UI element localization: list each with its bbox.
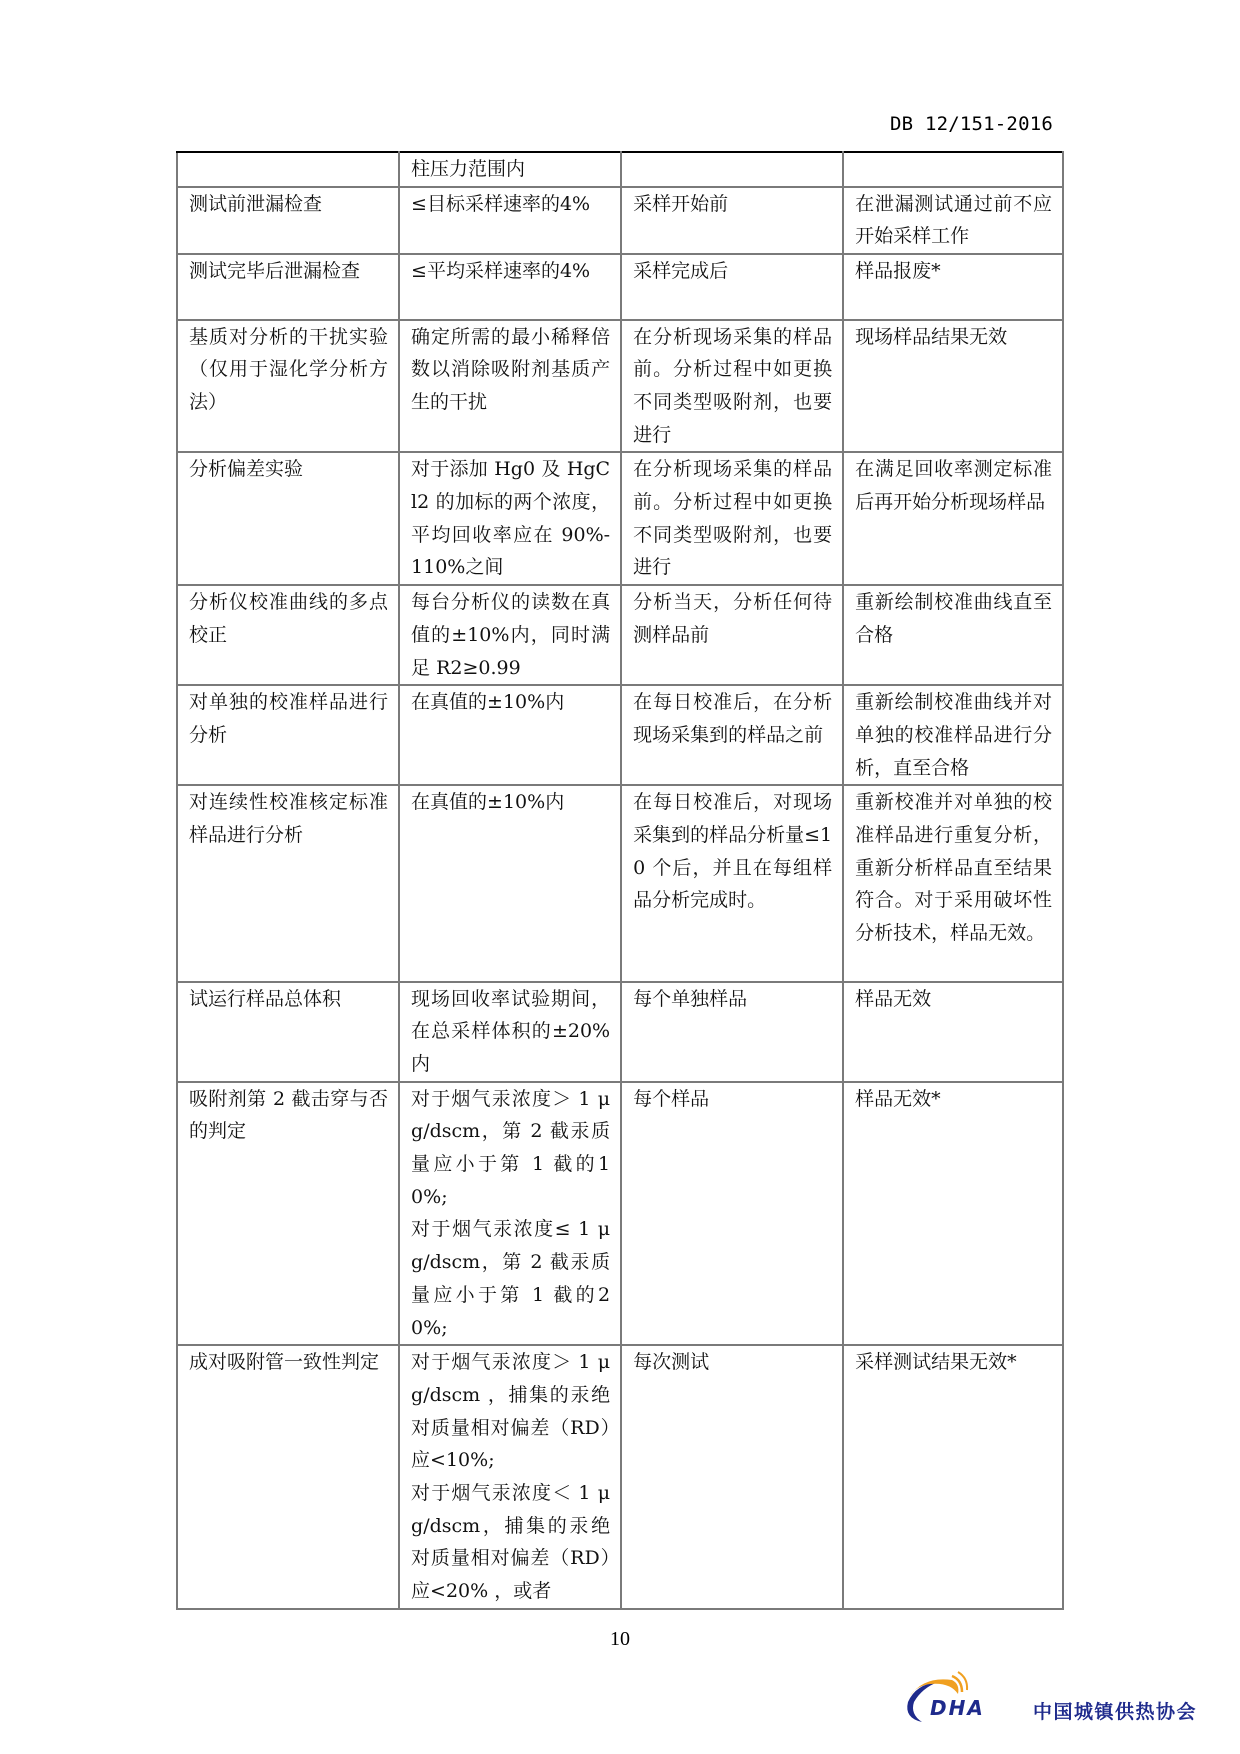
cell-frequency: 在分析现场采集的样品前。分析过程中如更换不同类型吸附剂，也要进行 [621,320,843,453]
cell-corrective-action: 现场样品结果无效 [843,320,1063,453]
cell-check-item [177,152,399,187]
cell-corrective-action: 重新绘制校准曲线直至合格 [843,585,1063,685]
table-row [177,585,1063,685]
cell-acceptance-criteria: 柱压力范围内 [399,152,621,187]
svg-text:DHA: DHA [930,1696,985,1720]
cell-check-item: 测试完毕后泄漏检查 [177,254,399,319]
cell-frequency: 每次测试 [621,1345,843,1609]
table-row [177,320,1063,453]
cell-check-item: 对连续性校准核定标准样品进行分析 [177,785,399,981]
cell-acceptance-criteria: 对于烟气汞浓度＞ 1 μg/dscm ，捕集的汞绝对质量相对偏差（RD）应<10%; 对于烟气汞浓度＜ 1 μg/dscm，捕集的汞绝对质量相对偏差（RD）应<20% ，或者 [399,1345,621,1609]
cell-acceptance-criteria: ≤平均采样速率的4% [399,254,621,319]
cell-frequency: 在每日校准后，对现场采集到的样品分析量≤10 个后，并且在每组样品分析完成时。 [621,785,843,981]
cell-check-item: 分析偏差实验 [177,452,399,585]
cell-frequency [621,152,843,187]
cell-acceptance-criteria: 对于添加 Hg0 及 HgCl2 的加标的两个浓度，平均回收率应在 90%-110%之间 [399,452,621,585]
cell-check-item: 对单独的校准样品进行分析 [177,685,399,785]
cell-corrective-action: 样品报废* [843,254,1063,319]
cell-frequency: 每个单独样品 [621,982,843,1082]
cell-acceptance-criteria: 每台分析仪的读数在真值的±10%内，同时满足 R2≥0.99 [399,585,621,685]
table-row [177,1082,1063,1346]
cell-acceptance-criteria: 现场回收率试验期间，在总采样体积的±20%内 [399,982,621,1082]
table-row [177,685,1063,785]
cell-frequency: 在每日校准后，在分析现场采集到的样品之前 [621,685,843,785]
cdha-logo-icon [900,1670,1030,1730]
cell-check-item: 测试前泄漏检查 [177,187,399,254]
document-code: DB 12/151-2016 [890,113,1053,135]
cell-acceptance-criteria: 对于烟气汞浓度＞ 1 μg/dscm，第 2 截汞质量应小于第 1 截的10%; 对于烟气汞浓度≤ 1 μg/dscm，第 2 截汞质量应小于第 1 截的20%; [399,1082,621,1346]
page-number: 10 [610,1628,630,1650]
quality-control-table [176,151,1064,1610]
table-row [177,152,1063,187]
cell-acceptance-criteria: 在真值的±10%内 [399,785,621,981]
table-row [177,187,1063,254]
cell-corrective-action [843,152,1063,187]
cell-check-item: 吸附剂第 2 截击穿与否的判定 [177,1082,399,1346]
logo-name: 中国城镇供热协会 [1033,1701,1198,1723]
association-logo [900,1670,1230,1730]
cell-check-item: 试运行样品总体积 [177,982,399,1082]
cell-check-item: 成对吸附管一致性判定 [177,1345,399,1609]
cell-frequency: 采样开始前 [621,187,843,254]
cell-frequency: 分析当天，分析任何待测样品前 [621,585,843,685]
table-row [177,452,1063,585]
cell-acceptance-criteria: ≤目标采样速率的4% [399,187,621,254]
cell-corrective-action: 在满足回收率测定标准后再开始分析现场样品 [843,452,1063,585]
cell-frequency: 采样完成后 [621,254,843,319]
table-row [177,1345,1063,1609]
cell-check-item: 基质对分析的干扰实验（仅用于湿化学分析方法） [177,320,399,453]
cell-corrective-action: 样品无效 [843,982,1063,1082]
table-row [177,785,1063,981]
cell-acceptance-criteria: 确定所需的最小稀释倍数以消除吸附剂基质产生的干扰 [399,320,621,453]
table-row [177,982,1063,1082]
cell-frequency: 每个样品 [621,1082,843,1346]
table-row [177,254,1063,319]
cell-corrective-action: 采样测试结果无效* [843,1345,1063,1609]
cell-frequency: 在分析现场采集的样品前。分析过程中如更换不同类型吸附剂，也要进行 [621,452,843,585]
cell-corrective-action: 重新校准并对单独的校准样品进行重复分析，重新分析样品直至结果符合。对于采用破坏性分析技术，样品无效。 [843,785,1063,981]
cell-corrective-action: 样品无效* [843,1082,1063,1346]
cell-acceptance-criteria: 在真值的±10%内 [399,685,621,785]
cell-corrective-action: 在泄漏测试通过前不应开始采样工作 [843,187,1063,254]
cell-check-item: 分析仪校准曲线的多点校正 [177,585,399,685]
cell-corrective-action: 重新绘制校准曲线并对单独的校准样品进行分析，直至合格 [843,685,1063,785]
